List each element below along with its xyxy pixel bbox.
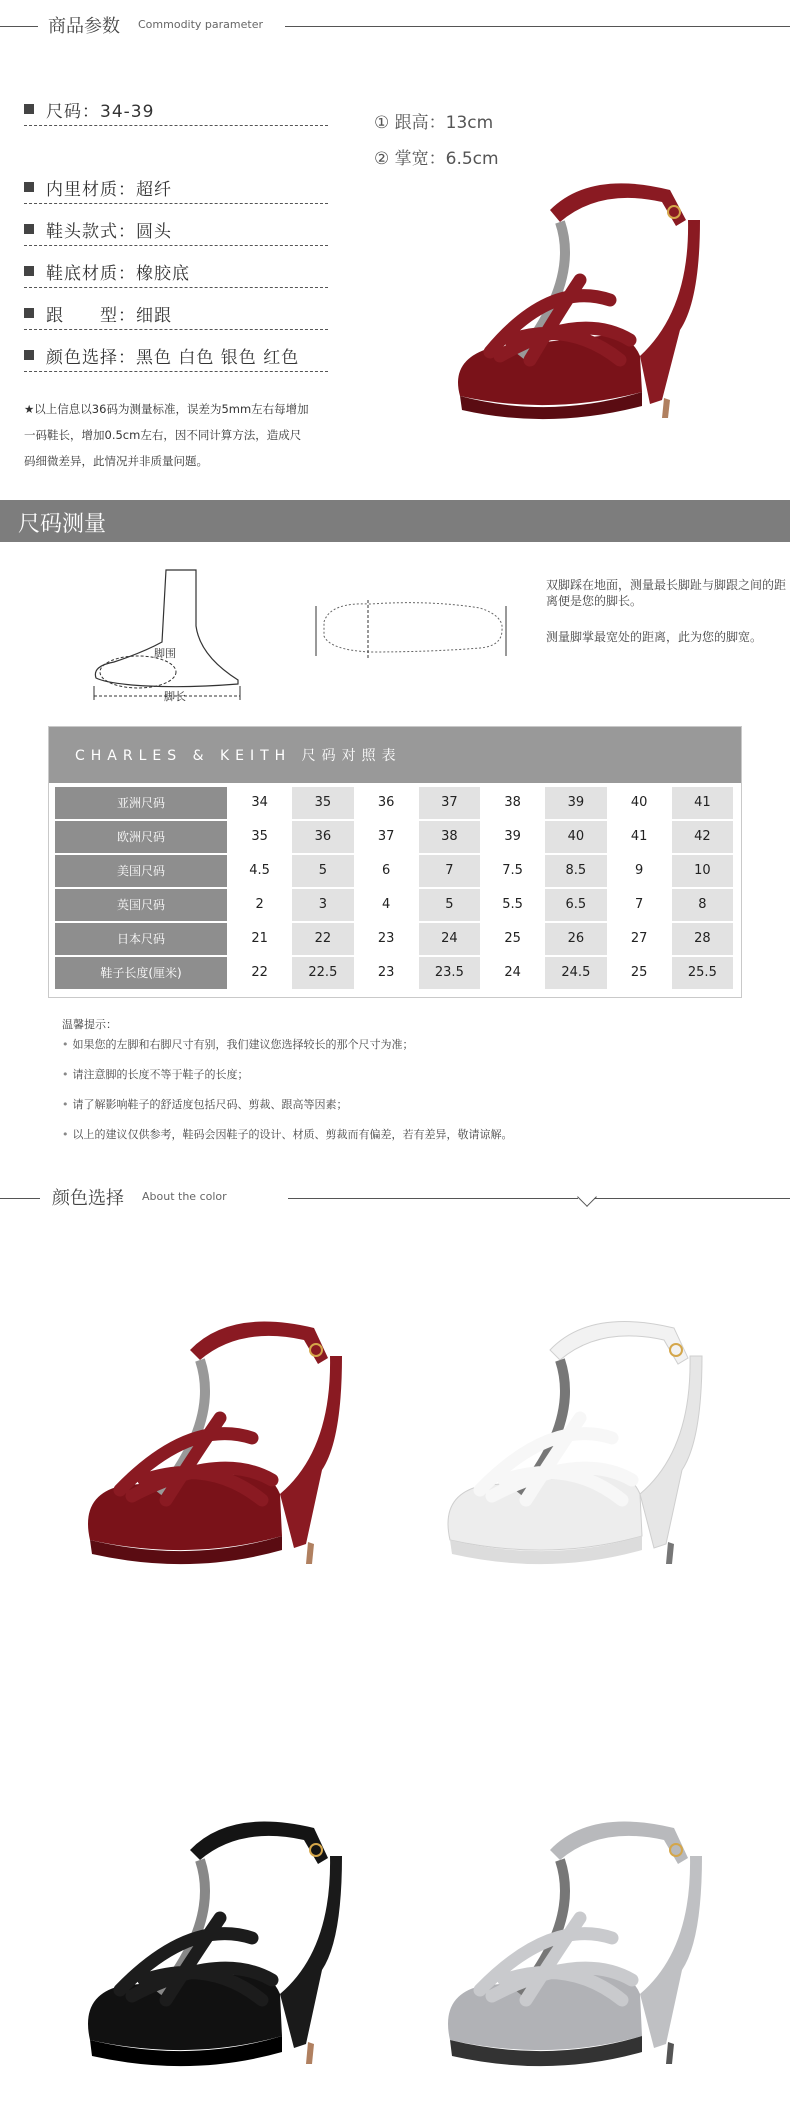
table-row: [55, 889, 733, 923]
size-section-band: 尺码测量: [0, 500, 790, 542]
table-cell: 4: [381, 897, 391, 912]
table-cell: 8.5: [545, 855, 606, 887]
tip-item: • 以上的建议仅供参考，鞋码会因鞋子的设计、材质、剪裁而有偏差，若有差异，敬请谅解。: [62, 1128, 513, 1141]
table-cell: 35: [251, 829, 268, 844]
table-cell: 3: [292, 889, 353, 921]
param-lining: 内里材质：超纤: [24, 170, 328, 204]
table-cell: 40: [630, 795, 648, 810]
table-cell: 5.5: [502, 897, 523, 912]
table-cell: 7.5: [502, 863, 523, 878]
section-title: 颜色选择: [52, 1188, 124, 1209]
table-row: [55, 787, 733, 821]
row-label: 美国尺码: [55, 855, 227, 887]
table-cell: 23: [377, 965, 395, 980]
row-label: 亚洲尺码: [55, 787, 227, 819]
section-header-colors: [0, 1172, 790, 1212]
section-header-params: [0, 0, 790, 40]
table-cell: 42: [672, 821, 733, 853]
table-row: [55, 957, 733, 991]
param-heel: 跟 型：细跟: [24, 296, 328, 330]
table-cell: 24.5: [545, 957, 606, 989]
section-subtitle: About the color: [142, 1190, 227, 1203]
table-cell: 22: [251, 965, 268, 980]
table-cell: 28: [672, 923, 733, 955]
table-cell: 21: [251, 931, 268, 946]
table-cell: 23.5: [419, 957, 480, 989]
table-cell: 24: [419, 923, 480, 955]
table-cell: 37: [419, 787, 480, 819]
table-cell: 40: [545, 821, 606, 853]
row-label: 鞋子长度(厘米): [55, 957, 227, 989]
row-label: 欧洲尺码: [55, 821, 227, 853]
table-row: [55, 855, 733, 889]
param-toe: 鞋头款式：圆头: [24, 212, 328, 246]
tip-item: • 请注意脚的长度不等于鞋子的长度；: [62, 1068, 249, 1081]
table-cell: 4.5: [249, 863, 270, 878]
table-row: [55, 821, 733, 855]
table-cell: 41: [672, 787, 733, 819]
table-cell: 22: [292, 923, 353, 955]
tip-item: • 如果您的左脚和右脚尺寸有别，我们建议您选择较长的那个尺寸为准；: [62, 1038, 414, 1051]
table-cell: 36: [377, 795, 395, 810]
row-label: 日本尺码: [55, 923, 227, 955]
row-label: 英国尺码: [55, 889, 227, 921]
table-cell: 37: [377, 829, 395, 844]
table-cell: 26: [545, 923, 606, 955]
table-cell: 25: [504, 931, 521, 946]
table-cell: 38: [419, 821, 480, 853]
table-cell: 36: [292, 821, 353, 853]
size-table: [48, 726, 742, 998]
foot-length-desc: 双脚踩在地面，测量最长脚趾与脚跟之间的距离便是您的脚长。: [546, 578, 787, 608]
black-sandal-swatch: [70, 1790, 360, 2090]
table-cell: 41: [630, 829, 648, 844]
table-cell: 25: [630, 965, 648, 980]
table-cell: 8: [672, 889, 733, 921]
param-colors: 颜色选择：黑色 白色 银色 红色: [24, 338, 328, 372]
table-cell: 27: [630, 931, 648, 946]
table-cell: 5: [419, 889, 480, 921]
tip-item: • 请了解影响鞋子的舒适度包括尺码、剪裁、跟高等因素；: [62, 1098, 348, 1111]
table-cell: 6.5: [545, 889, 606, 921]
foot-top-diagram: [310, 586, 520, 676]
param-size: 尺码：34-39: [24, 92, 328, 126]
table-cell: 22.5: [292, 957, 353, 989]
table-cell: 23: [377, 931, 395, 946]
table-cell: 24: [504, 965, 521, 980]
table-cell: 25.5: [672, 957, 733, 989]
red-sandal-swatch: [70, 1300, 360, 1590]
table-cell: 38: [504, 795, 521, 810]
heel-height: ① 跟高：13cm: [374, 113, 494, 133]
table-cell: 6: [381, 863, 391, 878]
table-cell: 9: [634, 863, 644, 878]
table-cell: 7: [634, 897, 644, 912]
foot-width-desc: 测量脚掌最宽处的距离，此为您的脚宽。: [546, 630, 763, 644]
table-cell: 35: [292, 787, 353, 819]
measurement-note: ★以上信息以36码为测量标准，误差为5mm左右每增加 一码鞋长，增加0.5cm左右，因不同计算方法，造成尺 码细微差异，此情况并非质量问题。: [24, 402, 309, 468]
white-sandal-swatch: [430, 1300, 720, 1590]
table-cell: 7: [419, 855, 480, 887]
table-row: [55, 923, 733, 957]
table-cell: 39: [545, 787, 606, 819]
foot-girth-label: 脚围: [154, 647, 176, 660]
table-cell: 2: [255, 897, 264, 912]
red-sandal-image: [430, 160, 720, 460]
param-sole: 鞋底材质：橡胶底: [24, 254, 328, 288]
section-subtitle: Commodity parameter: [138, 18, 264, 31]
size-table-header: CHARLES & KEITH 尺码对照表: [49, 727, 741, 783]
tips-title: 温馨提示：: [62, 1018, 117, 1031]
sole-width: ② 掌宽：6.5cm: [374, 149, 499, 169]
section-title: 商品参数: [48, 16, 120, 37]
silver-sandal-swatch: [430, 1790, 720, 2090]
table-cell: 10: [672, 855, 733, 887]
foot-length-label: 脚长: [164, 690, 186, 703]
table-cell: 34: [251, 795, 268, 810]
table-cell: 5: [292, 855, 353, 887]
table-cell: 39: [504, 829, 521, 844]
